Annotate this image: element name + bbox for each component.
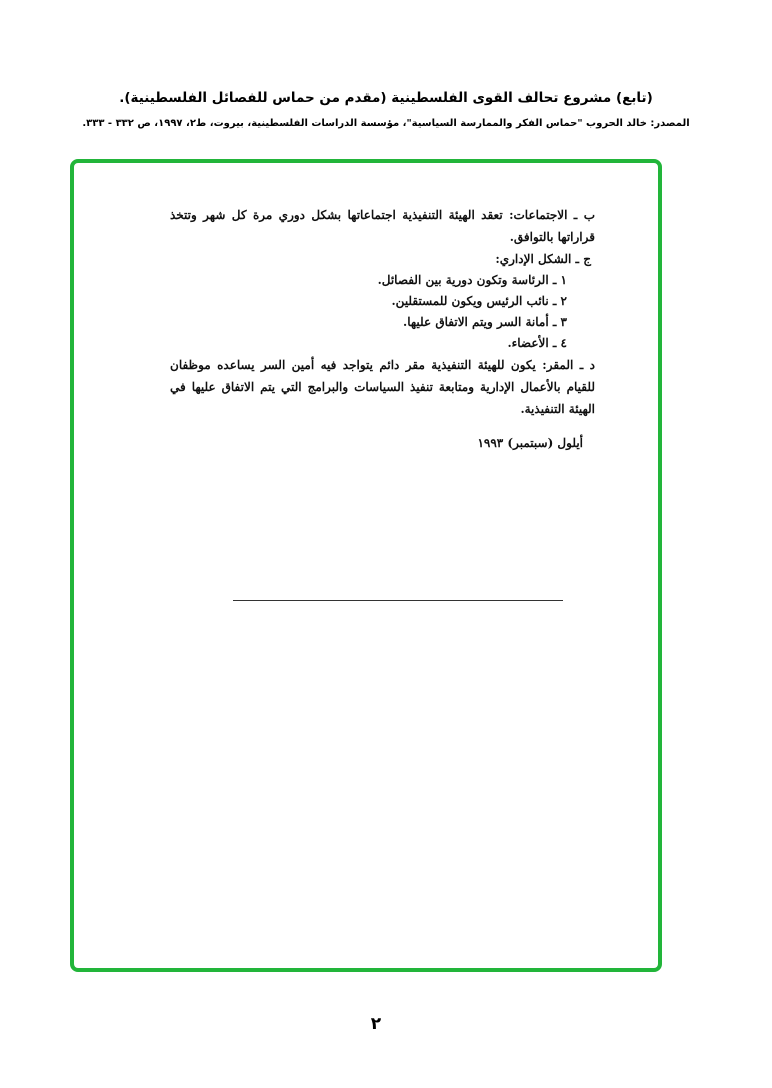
source-citation: المصدر: خالد الحروب "حماس الفكر والممارسة السياسية"، مؤسسة الدراسات الفلسطينية، بيروت، ط٢، ١٩٩٧، ص ٣٣٢ - ٣٣٣. [82, 118, 690, 129]
separator-line [233, 600, 563, 601]
document-body [170, 204, 595, 454]
page-title: (تابع) مشروع تحالف القوى الفلسطينية (مقدم من حماس للفصائل الفلسطينية). [119, 90, 653, 106]
list-item: ١ ـ الرئاسة وتكون دورية بين الفصائل. [377, 273, 567, 287]
meetings-paragraph: ب ـ الاجتماعات: تعقد الهيئة التنفيذية اجتماعاتها بشكل دوري مرة كل شهر وتتخذ قراراتها بالتوافق. [170, 208, 595, 244]
list-item: ٣ ـ أمانة السر ويتم الاتفاق عليها. [403, 315, 567, 329]
page-number: ٢ [370, 1014, 382, 1034]
admin-structure-heading: ج ـ الشكل الإداري: [495, 252, 591, 266]
document-date: أيلول (سبتمبر) ١٩٩٣ [477, 436, 583, 450]
list-item: ٤ ـ الأعضاء. [507, 336, 567, 350]
admin-structure-list [170, 270, 595, 354]
headquarters-paragraph: د ـ المقر: يكون للهيئة التنفيذية مقر دائم يتواجد فيه أمين السر يساعده موظفان للقيام بالأعمال الإدارية ومتابعة تنفيذ السياسات والبرامج التي يتم الاتفاق عليها في الهيئة التنفيذية. [170, 358, 595, 416]
list-item: ٢ ـ نائب الرئيس ويكون للمستقلين. [391, 294, 567, 308]
